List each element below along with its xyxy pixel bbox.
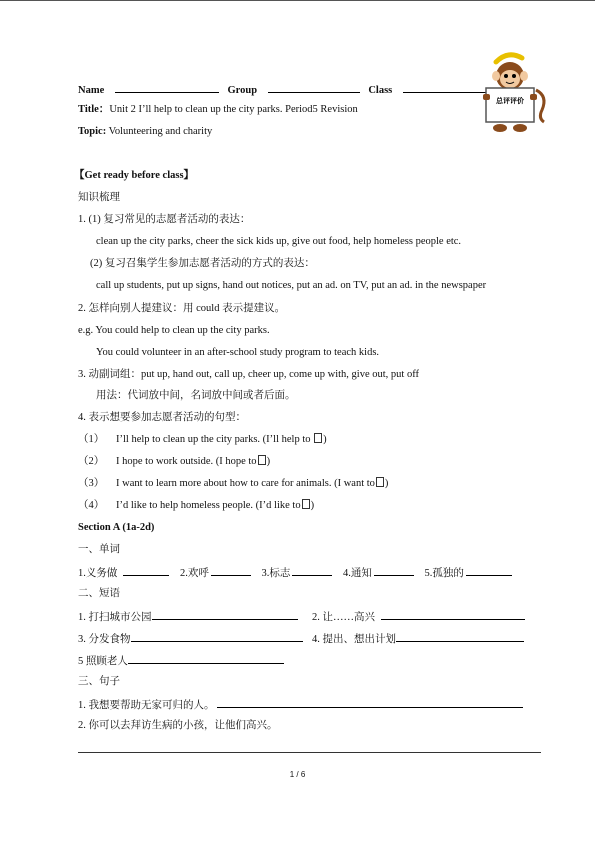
sentence-blank[interactable]: [217, 697, 523, 708]
word-prompt: 3.标志: [261, 568, 291, 579]
class-label: Class: [368, 85, 393, 96]
phrase-blank[interactable]: [381, 609, 525, 620]
phrase-prompt: 1. 打扫城市公园: [78, 612, 152, 623]
topic-row: [78, 125, 212, 138]
blank-box[interactable]: [376, 477, 384, 487]
phrase-prompt: 2. 让……高兴: [312, 612, 375, 623]
item-1-2-text: call up students, put up signs, hand out notices, put an ad. on TV, put an ad. in the newspaper: [96, 280, 487, 291]
blank-box[interactable]: [302, 499, 310, 509]
phrase-prompt: 3. 分发食物: [78, 634, 131, 645]
item-1-2: (2) 复习召集学生参加志愿者活动的方式的表达：: [90, 258, 315, 269]
word-prompt: 1.义务做: [78, 568, 118, 579]
phrases-title: 二、短语: [78, 588, 120, 599]
title-row: [78, 103, 358, 116]
pattern-4: [78, 499, 314, 512]
blank-box[interactable]: [258, 455, 266, 465]
words-row: [78, 565, 512, 580]
sentence-prompt: 1. 我想要帮助无家可归的人。: [78, 700, 215, 711]
item-1-1: 1. (1) 复习常见的志愿者活动的表达：: [78, 214, 251, 225]
pattern-num: （2）: [78, 456, 105, 467]
title-text: Unit 2 I’ll help to clean up the city parks. Period5 Revision: [109, 104, 358, 115]
item-4: 4. 表示想要参加志愿者活动的句型：: [78, 412, 246, 423]
phrase-prompt: 5 照顾老人: [78, 656, 128, 667]
word-blank[interactable]: [374, 565, 414, 576]
topic-label: Topic:: [78, 126, 107, 137]
title-label: Title：: [78, 104, 110, 115]
word-prompt: 5.孤独的: [424, 568, 464, 579]
top-rule: [0, 0, 595, 1]
pattern-text: I’d like to help homeless people. (I’d like to: [116, 500, 301, 511]
phrase-blank[interactable]: [131, 631, 303, 642]
section-a-heading: Section A (1a-2d): [78, 522, 155, 533]
group-label: Group: [227, 85, 258, 96]
words-title: 一、单词: [78, 544, 120, 555]
topic-text: Volunteering and charity: [108, 126, 213, 137]
item-2: 2. 怎样向别人提建议：用 could 表示提建议。: [78, 303, 286, 314]
pattern-end: ): [310, 500, 315, 511]
phrase-blank[interactable]: [152, 609, 298, 620]
word-prompt: 2.欢呼: [180, 568, 209, 579]
pattern-3: [78, 477, 388, 490]
pattern-2: [78, 455, 270, 468]
pattern-num: （4）: [78, 500, 105, 511]
phrase-blank[interactable]: [128, 653, 284, 664]
sentence-row-1: [78, 697, 523, 712]
phrase-prompt: 4. 提出、想出计划: [312, 634, 396, 645]
phrase-row-5: [78, 653, 284, 668]
phrase-row-3: [78, 631, 303, 646]
word-blank[interactable]: [123, 565, 169, 576]
blank-box[interactable]: [314, 433, 322, 443]
phrase-row-4: [312, 631, 524, 646]
pattern-text: I hope to work outside. (I hope to: [116, 456, 257, 467]
pattern-text: I want to learn more about how to care for animals. (I want to: [116, 478, 375, 489]
sentence-prompt: 2. 你可以去拜访生病的小孩，让他们高兴。: [78, 720, 278, 731]
word-blank[interactable]: [292, 565, 332, 576]
word-prompt: 4.通知: [343, 568, 372, 579]
monkey-mascot-icon: [478, 50, 550, 134]
pattern-end: ): [384, 478, 389, 489]
item-3: 3. 动副词组：put up, hand out, call up, cheer up, come up with, give out, put off: [78, 369, 419, 380]
word-blank[interactable]: [211, 565, 251, 576]
example-1: e.g. You could help to clean up the city parks.: [78, 325, 270, 336]
section-ready-heading: 【Get ready before class】: [74, 170, 195, 181]
phrase-blank[interactable]: [396, 631, 524, 642]
phrase-row-1: [78, 609, 298, 624]
item-1-1-text: clean up the city parks, cheer the sick kids up, give out food, help homeless people etc.: [96, 236, 462, 247]
word-blank[interactable]: [466, 565, 512, 576]
pattern-end: ): [266, 456, 271, 467]
pattern-1: [78, 433, 327, 446]
name-field[interactable]: [115, 82, 219, 93]
page-number: 1 / 6: [289, 770, 306, 779]
badge-text: 总评评价: [496, 97, 524, 105]
item-3-usage: 用法：代词放中间，名词放中间或者后面。: [96, 390, 296, 401]
sentences-title: 三、句子: [78, 676, 120, 687]
name-label: Name: [78, 85, 105, 96]
knowledge-title: 知识梳理: [78, 192, 120, 203]
pattern-num: （3）: [78, 478, 105, 489]
sentence-answer-line[interactable]: [78, 752, 541, 753]
phrase-row-2: [312, 609, 525, 624]
header-row: [78, 82, 491, 97]
pattern-end: ): [323, 434, 327, 445]
pattern-text: I’ll help to clean up the city parks. (I’ll help to: [116, 434, 314, 445]
sentence-row-2: [78, 719, 278, 732]
example-2: You could volunteer in an after-school study program to teach kids.: [96, 347, 380, 358]
pattern-num: （1）: [78, 434, 105, 445]
group-field[interactable]: [268, 82, 360, 93]
